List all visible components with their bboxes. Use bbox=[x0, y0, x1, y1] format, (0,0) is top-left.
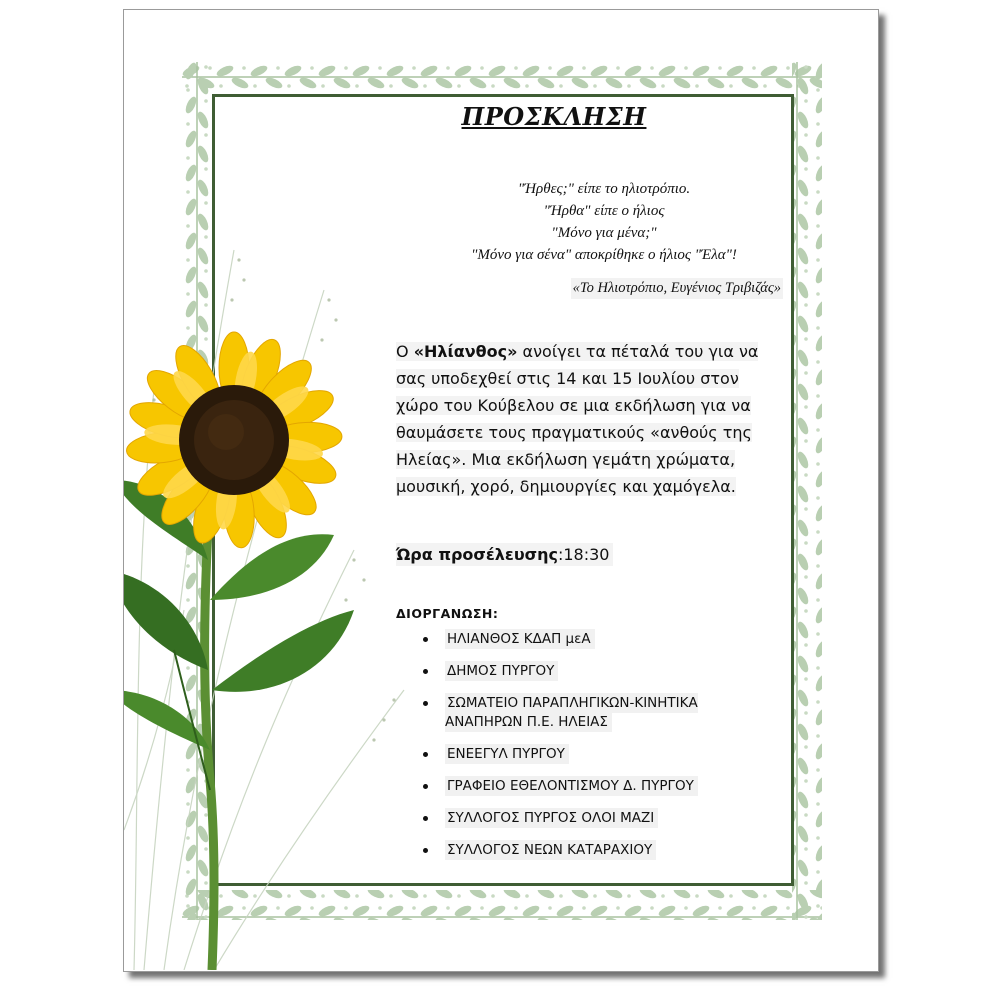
poem-line: "Ήρθες;" είπε το ηλιοτρόπιο. bbox=[424, 178, 784, 200]
bullet-icon bbox=[423, 701, 428, 706]
body-line: Ηλείας». Μια εκδήλωση γεμάτη χρώματα, bbox=[396, 450, 736, 469]
organizers-list bbox=[419, 630, 759, 873]
poem-source: «Το Ηλιοτρόπιο, Ευγένιος Τριβιζάς» bbox=[571, 278, 783, 299]
list-item: ΣΩΜΑΤΕΙΟ ΠΑΡΑΠΛΗΓΙΚΩΝ-ΚΙΝΗΤΙΚΑ ΑΝΑΠΗΡΩΝ Π.Ε. ΗΛΕΙΑΣ bbox=[419, 694, 759, 732]
bullet-icon bbox=[423, 848, 428, 853]
list-item: ΣΥΛΛΟΓΟΣ ΝΕΩΝ ΚΑΤΑΡΑΧΙΟΥ bbox=[419, 841, 759, 860]
poem-line: "Μόνο για σένα" αποκρίθηκε ο ήλιος "Έλα"! bbox=[424, 244, 784, 266]
body-line: θαυμάσετε τους πραγματικούς «ανθούς της bbox=[396, 423, 752, 442]
invitation-body bbox=[396, 338, 766, 500]
arrival-time bbox=[396, 543, 613, 566]
bullet-icon bbox=[423, 637, 428, 642]
list-item: ΣΥΛΛΟΓΟΣ ΠΥΡΓΟΣ ΟΛΟΙ ΜΑΖΙ bbox=[419, 809, 759, 828]
organizers-heading: ΔΙΟΡΓΑΝΩΣΗ: bbox=[396, 606, 499, 621]
body-line: σας υποδεχθεί στις 14 και 15 Ιουλίου στον bbox=[396, 369, 739, 388]
poem-line: "Μόνο για μένα;" bbox=[424, 222, 784, 244]
invitation-title: ΠΡΟΣΚΛΗΣΗ bbox=[461, 102, 647, 131]
list-item: ΓΡΑΦΕΙΟ ΕΘΕΛΟΝΤΙΣΜΟΥ Δ. ΠΥΡΓΟΥ bbox=[419, 777, 759, 796]
list-item: ΔΗΜΟΣ ΠΥΡΓΟΥ bbox=[419, 662, 759, 681]
arrival-time-label: Ώρα προσέλευσης bbox=[396, 545, 558, 564]
sunflower-icon bbox=[124, 130, 424, 970]
bullet-icon bbox=[423, 669, 428, 674]
event-name: «Ηλίανθος» bbox=[413, 342, 518, 361]
poem-line: "Ήρθα" είπε ο ήλιος bbox=[424, 200, 784, 222]
bullet-icon bbox=[423, 784, 428, 789]
body-line: ανοίγει τα πέταλά του για να bbox=[517, 342, 759, 361]
invitation-page bbox=[123, 9, 879, 972]
list-item: ΗΛΙΑΝΘΟΣ ΚΔΑΠ μεΑ bbox=[419, 630, 759, 649]
bullet-icon bbox=[423, 816, 428, 821]
body-line: χώρο του Κούβελου σε μια εκδήλωση για να bbox=[396, 396, 751, 415]
arrival-time-value: :18:30 bbox=[557, 545, 610, 564]
poem-quote bbox=[424, 178, 784, 266]
body-prefix: Ο bbox=[396, 342, 414, 361]
body-line: μουσική, χορό, δημιουργίες και χαμόγελα. bbox=[396, 477, 736, 496]
bullet-icon bbox=[423, 752, 428, 757]
list-item: ΕΝΕΕΓΥΛ ΠΥΡΓΟΥ bbox=[419, 745, 759, 764]
